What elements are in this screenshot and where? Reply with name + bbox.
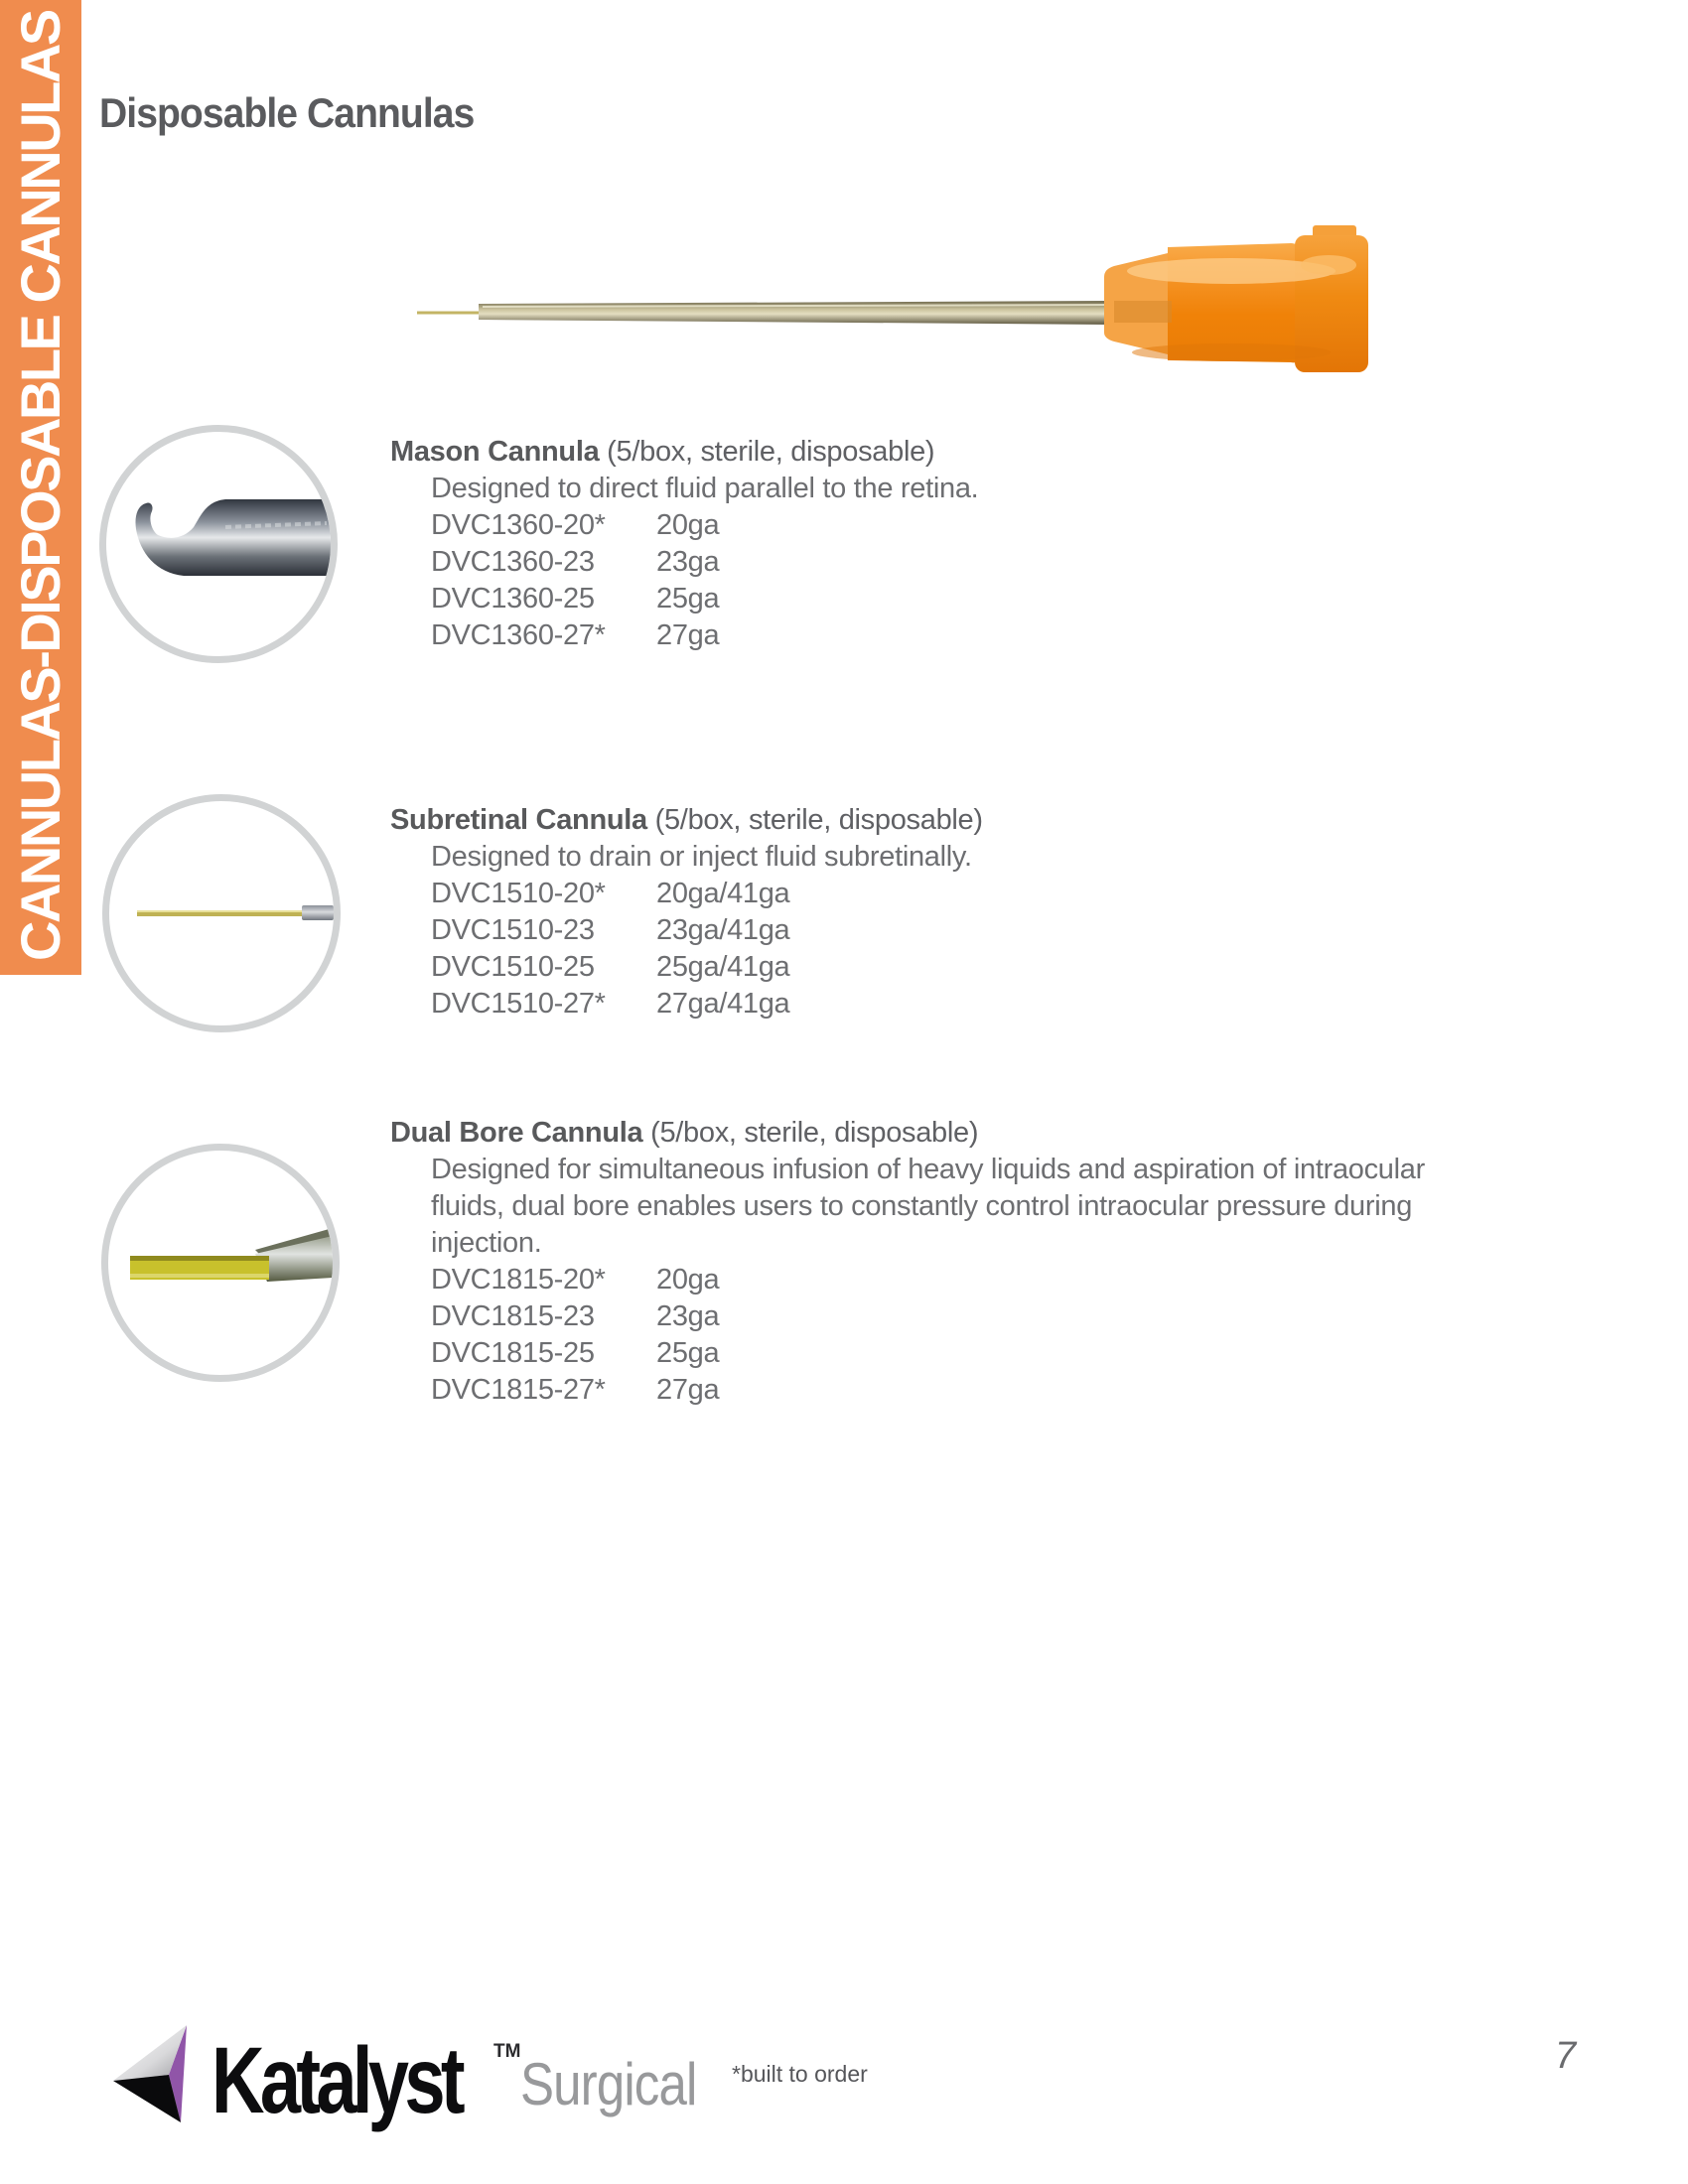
product-image-subretinal: [102, 794, 341, 1032]
product-gauge: 27ga: [656, 1374, 720, 1406]
product-row: [431, 507, 1492, 544]
product-row: [431, 581, 1492, 617]
product-row: [431, 876, 1492, 912]
built-to-order-footnote: *built to order: [732, 2061, 868, 2087]
product-code: DVC1360-27*: [431, 619, 606, 651]
product-code: DVC1815-23: [431, 1300, 595, 1332]
page-number: 7: [1555, 2035, 1577, 2077]
product-row: [431, 1298, 1492, 1335]
product-pack: (5/box, sterile, disposable): [654, 804, 983, 836]
product-heading: [390, 434, 1492, 471]
hero-cannula-image: [407, 213, 1390, 392]
brand-suffix: Surgical: [520, 2051, 697, 2117]
product-row: [431, 1262, 1492, 1298]
product-gauge: 23ga: [656, 1300, 720, 1332]
product-gauge: 20ga: [656, 509, 720, 541]
katalyst-pyramid-logo-icon: [111, 2021, 211, 2126]
product-image-mason: [99, 425, 338, 663]
product-code: DVC1510-23: [431, 914, 595, 946]
product-section-subretinal: [390, 802, 1492, 1023]
product-code: DVC1360-23: [431, 546, 595, 578]
product-description: Designed to drain or inject fluid subretinally.: [431, 841, 972, 873]
product-gauge: 27ga/41ga: [656, 988, 790, 1020]
product-row: [431, 949, 1492, 986]
product-gauge: 27ga: [656, 619, 720, 651]
product-code: DVC1815-25: [431, 1337, 595, 1369]
product-section-mason: [390, 434, 1492, 654]
product-gauge: 25ga: [656, 583, 720, 614]
product-description: Designed to direct fluid parallel to the retina.: [431, 473, 979, 504]
product-gauge: 23ga/41ga: [656, 914, 790, 946]
mason-cannula-tip-graphic: [106, 432, 331, 656]
product-gauge: 25ga: [656, 1337, 720, 1369]
product-code: DVC1360-25: [431, 583, 595, 614]
product-row: [431, 544, 1492, 581]
page-title: Disposable Cannulas: [99, 89, 475, 136]
product-row: [431, 617, 1492, 654]
product-heading: [390, 1115, 1492, 1152]
product-code: DVC1510-25: [431, 951, 595, 983]
product-image-dual-bore: [101, 1144, 340, 1382]
product-heading: [390, 802, 1492, 839]
product-section-dual-bore: [390, 1115, 1492, 1409]
product-code: DVC1360-20*: [431, 509, 606, 541]
product-gauge: 23ga: [656, 546, 720, 578]
product-name: Mason Cannula: [390, 436, 600, 468]
product-code: DVC1510-20*: [431, 878, 606, 909]
product-row: [431, 986, 1492, 1023]
subretinal-cannula-graphic: [109, 801, 334, 1025]
product-pack: (5/box, sterile, disposable): [607, 436, 935, 468]
trademark-symbol: TM: [493, 2041, 521, 2062]
product-name: Dual Bore Cannula: [390, 1117, 643, 1149]
product-description: injection.: [431, 1227, 542, 1259]
product-code: DVC1510-27*: [431, 988, 606, 1020]
sidebar-tab: [0, 0, 81, 975]
product-gauge: 20ga: [656, 1264, 720, 1296]
brand-name: Katalyst: [211, 2028, 461, 2133]
product-row: [431, 1335, 1492, 1372]
dual-bore-cannula-graphic: [108, 1151, 333, 1375]
product-code: DVC1815-27*: [431, 1374, 606, 1406]
product-gauge: 25ga/41ga: [656, 951, 790, 983]
sidebar-label: CANNULAS-DISPOSABLE CANNULAS: [9, 11, 71, 961]
product-code: DVC1815-20*: [431, 1264, 606, 1296]
product-pack: (5/box, sterile, disposable): [650, 1117, 979, 1149]
product-description: Designed for simultaneous infusion of heavy liquids and aspiration of intraocular: [431, 1154, 1425, 1185]
product-name: Subretinal Cannula: [390, 804, 647, 836]
product-row: [431, 1372, 1492, 1409]
product-description: fluids, dual bore enables users to constantly control intraocular pressure during: [431, 1190, 1413, 1222]
product-row: [431, 912, 1492, 949]
product-gauge: 20ga/41ga: [656, 878, 790, 909]
